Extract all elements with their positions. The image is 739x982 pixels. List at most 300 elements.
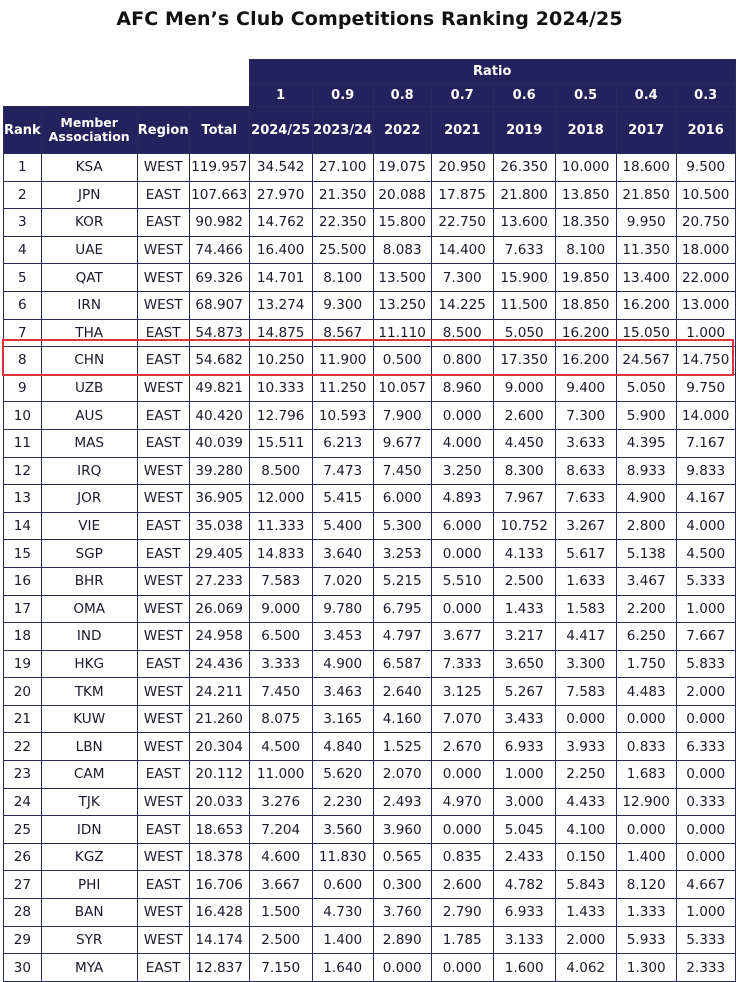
cell-2022: 5.215 — [373, 567, 431, 595]
cell-2016: 13.000 — [676, 291, 735, 319]
cell-rank: 30 — [4, 954, 42, 982]
cell-2023-24: 6.213 — [312, 429, 373, 457]
cell-rank: 9 — [4, 374, 42, 402]
cell-2018: 1.583 — [555, 595, 616, 623]
cell-2022: 10.057 — [373, 374, 431, 402]
cell-2022: 1.525 — [373, 733, 431, 761]
cell-2022: 2.890 — [373, 926, 431, 954]
cell-region: EAST — [137, 347, 189, 375]
cell-2024-25: 4.600 — [249, 843, 312, 871]
cell-member-association: QAT — [41, 264, 137, 292]
cell-2024-25: 15.511 — [249, 429, 312, 457]
ratio-value: 0.4 — [616, 84, 676, 107]
cell-2023-24: 11.250 — [312, 374, 373, 402]
cell-2022: 3.760 — [373, 899, 431, 927]
cell-2022: 0.565 — [373, 843, 431, 871]
cell-region: WEST — [137, 567, 189, 595]
cell-total: 35.038 — [189, 512, 249, 540]
cell-2016: 20.750 — [676, 209, 735, 237]
table-row — [4, 209, 736, 237]
cell-2016: 22.000 — [676, 264, 735, 292]
cell-2023-24: 5.415 — [312, 485, 373, 513]
cell-2019: 5.050 — [493, 319, 555, 347]
ratio-values-row — [4, 84, 736, 107]
cell-rank: 27 — [4, 871, 42, 899]
cell-rank: 18 — [4, 623, 42, 651]
cell-2024-25: 9.000 — [249, 595, 312, 623]
table-row — [4, 402, 736, 430]
cell-total: 27.233 — [189, 567, 249, 595]
cell-rank: 25 — [4, 816, 42, 844]
cell-2021: 2.790 — [431, 899, 493, 927]
cell-rank: 23 — [4, 761, 42, 789]
cell-2022: 4.160 — [373, 705, 431, 733]
cell-2018: 7.583 — [555, 678, 616, 706]
cell-2017: 1.683 — [616, 761, 676, 789]
cell-total: 20.033 — [189, 788, 249, 816]
cell-2024-25: 10.250 — [249, 347, 312, 375]
cell-2022: 13.250 — [373, 291, 431, 319]
column-header-2017: 2017 — [616, 107, 676, 154]
cell-total: 49.821 — [189, 374, 249, 402]
cell-2022: 19.075 — [373, 154, 431, 182]
cell-rank: 8 — [4, 347, 42, 375]
cell-2018: 19.850 — [555, 264, 616, 292]
cell-2022: 6.587 — [373, 650, 431, 678]
cell-region: WEST — [137, 374, 189, 402]
cell-2019: 13.600 — [493, 209, 555, 237]
cell-2019: 26.350 — [493, 154, 555, 182]
cell-2021: 17.875 — [431, 181, 493, 209]
cell-2016: 4.667 — [676, 871, 735, 899]
cell-total: 16.706 — [189, 871, 249, 899]
column-header-2023-24: 2023/24 — [312, 107, 373, 154]
cell-2017: 11.350 — [616, 236, 676, 264]
cell-2021: 3.677 — [431, 623, 493, 651]
cell-2017: 2.800 — [616, 512, 676, 540]
cell-2024-25: 10.333 — [249, 374, 312, 402]
cell-member-association: IDN — [41, 816, 137, 844]
table-row — [4, 457, 736, 485]
cell-2017: 5.050 — [616, 374, 676, 402]
cell-2018: 18.850 — [555, 291, 616, 319]
cell-region: EAST — [137, 954, 189, 982]
cell-total: 20.304 — [189, 733, 249, 761]
column-header-2018: 2018 — [555, 107, 616, 154]
column-header-2016: 2016 — [676, 107, 735, 154]
cell-2023-24: 22.350 — [312, 209, 373, 237]
cell-2018: 4.062 — [555, 954, 616, 982]
cell-2017: 16.200 — [616, 291, 676, 319]
cell-total: 40.420 — [189, 402, 249, 430]
cell-2017: 1.300 — [616, 954, 676, 982]
cell-2024-25: 1.500 — [249, 899, 312, 927]
cell-2016: 1.000 — [676, 899, 735, 927]
cell-2016: 14.000 — [676, 402, 735, 430]
cell-2017: 4.900 — [616, 485, 676, 513]
table-row — [4, 816, 736, 844]
cell-2016: 2.333 — [676, 954, 735, 982]
cell-2023-24: 7.473 — [312, 457, 373, 485]
cell-2022: 7.900 — [373, 402, 431, 430]
cell-member-association: SYR — [41, 926, 137, 954]
cell-2024-25: 14.875 — [249, 319, 312, 347]
table-row-highlighted — [4, 347, 736, 375]
cell-region: EAST — [137, 871, 189, 899]
cell-2016: 1.000 — [676, 319, 735, 347]
cell-total: 14.174 — [189, 926, 249, 954]
cell-rank: 5 — [4, 264, 42, 292]
cell-total: 107.663 — [189, 181, 249, 209]
cell-rank: 7 — [4, 319, 42, 347]
cell-total: 24.958 — [189, 623, 249, 651]
cell-2023-24: 2.230 — [312, 788, 373, 816]
cell-rank: 29 — [4, 926, 42, 954]
cell-total: 90.982 — [189, 209, 249, 237]
cell-2023-24: 7.020 — [312, 567, 373, 595]
cell-2022: 2.070 — [373, 761, 431, 789]
cell-member-association: UZB — [41, 374, 137, 402]
cell-2024-25: 4.500 — [249, 733, 312, 761]
cell-2019: 3.000 — [493, 788, 555, 816]
cell-2023-24: 9.300 — [312, 291, 373, 319]
cell-2016: 14.750 — [676, 347, 735, 375]
cell-total: 69.326 — [189, 264, 249, 292]
cell-2017: 6.250 — [616, 623, 676, 651]
cell-2022: 13.500 — [373, 264, 431, 292]
cell-2024-25: 13.274 — [249, 291, 312, 319]
cell-2019: 3.650 — [493, 650, 555, 678]
cell-2021: 22.750 — [431, 209, 493, 237]
cell-total: 74.466 — [189, 236, 249, 264]
cell-2021: 5.510 — [431, 567, 493, 595]
cell-2024-25: 14.833 — [249, 540, 312, 568]
cell-2021: 7.070 — [431, 705, 493, 733]
cell-2024-25: 11.000 — [249, 761, 312, 789]
cell-member-association: JOR — [41, 485, 137, 513]
cell-total: 36.905 — [189, 485, 249, 513]
column-header-total: Total — [189, 107, 249, 154]
cell-region: WEST — [137, 899, 189, 927]
cell-2019: 2.600 — [493, 402, 555, 430]
cell-rank: 15 — [4, 540, 42, 568]
cell-rank: 14 — [4, 512, 42, 540]
cell-2023-24: 1.640 — [312, 954, 373, 982]
table-row — [4, 319, 736, 347]
cell-2017: 21.850 — [616, 181, 676, 209]
cell-2024-25: 3.667 — [249, 871, 312, 899]
ratio-value: 1 — [249, 84, 312, 107]
cell-region: EAST — [137, 761, 189, 789]
table-row — [4, 899, 736, 927]
cell-total: 68.907 — [189, 291, 249, 319]
cell-2019: 8.300 — [493, 457, 555, 485]
cell-2021: 0.000 — [431, 761, 493, 789]
cell-2016: 0.000 — [676, 816, 735, 844]
cell-2023-24: 0.600 — [312, 871, 373, 899]
cell-2018: 5.843 — [555, 871, 616, 899]
table-row — [4, 264, 736, 292]
cell-region: EAST — [137, 650, 189, 678]
cell-2017: 3.467 — [616, 567, 676, 595]
cell-member-association: TKM — [41, 678, 137, 706]
cell-region: WEST — [137, 595, 189, 623]
cell-member-association: TJK — [41, 788, 137, 816]
cell-2019: 3.217 — [493, 623, 555, 651]
cell-2021: 6.000 — [431, 512, 493, 540]
cell-2016: 5.833 — [676, 650, 735, 678]
cell-2021: 1.785 — [431, 926, 493, 954]
cell-2022: 9.677 — [373, 429, 431, 457]
cell-2018: 13.850 — [555, 181, 616, 209]
page-title: AFC Men’s Club Competitions Ranking 2024/25 — [116, 8, 623, 30]
cell-2019: 17.350 — [493, 347, 555, 375]
cell-2022: 7.450 — [373, 457, 431, 485]
cell-2017: 12.900 — [616, 788, 676, 816]
cell-2017: 8.120 — [616, 871, 676, 899]
cell-region: WEST — [137, 291, 189, 319]
cell-2016: 0.000 — [676, 843, 735, 871]
cell-2021: 20.950 — [431, 154, 493, 182]
cell-2017: 15.050 — [616, 319, 676, 347]
cell-rank: 2 — [4, 181, 42, 209]
table-row — [4, 954, 736, 982]
cell-2016: 5.333 — [676, 926, 735, 954]
cell-2017: 1.400 — [616, 843, 676, 871]
cell-2016: 4.500 — [676, 540, 735, 568]
cell-2018: 0.150 — [555, 843, 616, 871]
cell-2024-25: 14.701 — [249, 264, 312, 292]
cell-2016: 7.667 — [676, 623, 735, 651]
cell-2021: 0.000 — [431, 816, 493, 844]
cell-rank: 3 — [4, 209, 42, 237]
cell-2019: 1.600 — [493, 954, 555, 982]
cell-2021: 3.250 — [431, 457, 493, 485]
column-header-region: Region — [137, 107, 189, 154]
cell-total: 18.378 — [189, 843, 249, 871]
cell-2023-24: 5.620 — [312, 761, 373, 789]
table-row — [4, 788, 736, 816]
cell-2016: 18.000 — [676, 236, 735, 264]
cell-2024-25: 7.450 — [249, 678, 312, 706]
cell-2017: 2.200 — [616, 595, 676, 623]
table-row — [4, 623, 736, 651]
cell-rank: 20 — [4, 678, 42, 706]
cell-rank: 6 — [4, 291, 42, 319]
table-row — [4, 374, 736, 402]
cell-total: 119.957 — [189, 154, 249, 182]
cell-region: EAST — [137, 402, 189, 430]
cell-2019: 4.782 — [493, 871, 555, 899]
cell-2024-25: 3.333 — [249, 650, 312, 678]
cell-2023-24: 4.840 — [312, 733, 373, 761]
cell-2019: 11.500 — [493, 291, 555, 319]
cell-2016: 9.750 — [676, 374, 735, 402]
cell-2023-24: 3.640 — [312, 540, 373, 568]
cell-2022: 4.797 — [373, 623, 431, 651]
cell-member-association: JPN — [41, 181, 137, 209]
cell-member-association: UAE — [41, 236, 137, 264]
cell-2018: 4.100 — [555, 816, 616, 844]
cell-member-association: MAS — [41, 429, 137, 457]
cell-total: 40.039 — [189, 429, 249, 457]
cell-region: WEST — [137, 733, 189, 761]
cell-2017: 8.933 — [616, 457, 676, 485]
cell-member-association: CHN — [41, 347, 137, 375]
table-row — [4, 154, 736, 182]
cell-2022: 15.800 — [373, 209, 431, 237]
cell-total: 54.873 — [189, 319, 249, 347]
cell-2023-24: 10.593 — [312, 402, 373, 430]
cell-2018: 0.000 — [555, 705, 616, 733]
cell-rank: 13 — [4, 485, 42, 513]
cell-2024-25: 3.276 — [249, 788, 312, 816]
cell-2021: 0.000 — [431, 954, 493, 982]
cell-region: EAST — [137, 181, 189, 209]
cell-2018: 8.633 — [555, 457, 616, 485]
cell-region: EAST — [137, 319, 189, 347]
cell-2016: 9.500 — [676, 154, 735, 182]
cell-2024-25: 8.500 — [249, 457, 312, 485]
cell-total: 12.837 — [189, 954, 249, 982]
column-header-row — [4, 107, 736, 154]
cell-2018: 16.200 — [555, 347, 616, 375]
cell-region: EAST — [137, 429, 189, 457]
cell-2021: 8.960 — [431, 374, 493, 402]
table-row — [4, 843, 736, 871]
column-header-rank: Rank — [4, 107, 42, 154]
cell-2024-25: 7.204 — [249, 816, 312, 844]
table-row — [4, 926, 736, 954]
cell-2019: 7.967 — [493, 485, 555, 513]
cell-region: WEST — [137, 264, 189, 292]
cell-rank: 16 — [4, 567, 42, 595]
cell-2022: 3.253 — [373, 540, 431, 568]
cell-2017: 1.750 — [616, 650, 676, 678]
cell-region: WEST — [137, 788, 189, 816]
cell-2021: 2.670 — [431, 733, 493, 761]
cell-total: 24.211 — [189, 678, 249, 706]
cell-region: WEST — [137, 705, 189, 733]
cell-2021: 4.000 — [431, 429, 493, 457]
cell-2017: 1.333 — [616, 899, 676, 927]
cell-2024-25: 8.075 — [249, 705, 312, 733]
cell-2022: 6.000 — [373, 485, 431, 513]
cell-2018: 3.633 — [555, 429, 616, 457]
cell-2024-25: 6.500 — [249, 623, 312, 651]
column-header-member-association: Member Association — [41, 107, 137, 154]
cell-2018: 2.000 — [555, 926, 616, 954]
cell-2022: 6.795 — [373, 595, 431, 623]
cell-2021: 0.000 — [431, 402, 493, 430]
cell-region: WEST — [137, 154, 189, 182]
cell-2017: 24.567 — [616, 347, 676, 375]
cell-region: WEST — [137, 678, 189, 706]
cell-2023-24: 8.100 — [312, 264, 373, 292]
cell-total: 16.428 — [189, 899, 249, 927]
cell-member-association: SGP — [41, 540, 137, 568]
cell-2018: 1.433 — [555, 899, 616, 927]
cell-2024-25: 12.000 — [249, 485, 312, 513]
cell-2021: 0.800 — [431, 347, 493, 375]
cell-2018: 1.633 — [555, 567, 616, 595]
cell-total: 54.682 — [189, 347, 249, 375]
table-row — [4, 595, 736, 623]
cell-2021: 14.400 — [431, 236, 493, 264]
ratio-value: 0.9 — [312, 84, 373, 107]
cell-2017: 4.483 — [616, 678, 676, 706]
cell-2017: 4.395 — [616, 429, 676, 457]
cell-member-association: BAN — [41, 899, 137, 927]
cell-2016: 10.500 — [676, 181, 735, 209]
cell-rank: 10 — [4, 402, 42, 430]
cell-rank: 26 — [4, 843, 42, 871]
column-header-2021: 2021 — [431, 107, 493, 154]
cell-rank: 21 — [4, 705, 42, 733]
cell-member-association: VIE — [41, 512, 137, 540]
cell-region: WEST — [137, 485, 189, 513]
cell-2017: 5.933 — [616, 926, 676, 954]
cell-2023-24: 21.350 — [312, 181, 373, 209]
cell-region: EAST — [137, 540, 189, 568]
cell-rank: 28 — [4, 899, 42, 927]
cell-member-association: KUW — [41, 705, 137, 733]
cell-region: WEST — [137, 457, 189, 485]
cell-total: 39.280 — [189, 457, 249, 485]
cell-2019: 9.000 — [493, 374, 555, 402]
table-row — [4, 291, 736, 319]
table-row — [4, 236, 736, 264]
cell-2022: 0.000 — [373, 954, 431, 982]
column-header-2024-25: 2024/25 — [249, 107, 312, 154]
ratio-value: 0.8 — [373, 84, 431, 107]
cell-2018: 16.200 — [555, 319, 616, 347]
cell-2024-25: 16.400 — [249, 236, 312, 264]
cell-2022: 0.300 — [373, 871, 431, 899]
table-row — [4, 705, 736, 733]
cell-2017: 0.000 — [616, 816, 676, 844]
cell-2023-24: 3.165 — [312, 705, 373, 733]
cell-2021: 14.225 — [431, 291, 493, 319]
cell-2016: 0.000 — [676, 705, 735, 733]
cell-2019: 3.133 — [493, 926, 555, 954]
cell-2022: 11.110 — [373, 319, 431, 347]
cell-2018: 7.300 — [555, 402, 616, 430]
cell-2022: 5.300 — [373, 512, 431, 540]
cell-2017: 13.400 — [616, 264, 676, 292]
cell-rank: 19 — [4, 650, 42, 678]
cell-2019: 4.133 — [493, 540, 555, 568]
cell-total: 29.405 — [189, 540, 249, 568]
cell-2023-24: 25.500 — [312, 236, 373, 264]
cell-2023-24: 3.453 — [312, 623, 373, 651]
cell-2017: 9.950 — [616, 209, 676, 237]
cell-2019: 2.433 — [493, 843, 555, 871]
cell-2016: 0.333 — [676, 788, 735, 816]
cell-2024-25: 14.762 — [249, 209, 312, 237]
ratio-value: 0.7 — [431, 84, 493, 107]
cell-2016: 4.000 — [676, 512, 735, 540]
cell-2018: 10.000 — [555, 154, 616, 182]
cell-2023-24: 3.463 — [312, 678, 373, 706]
cell-2019: 15.900 — [493, 264, 555, 292]
cell-2021: 8.500 — [431, 319, 493, 347]
table-row — [4, 429, 736, 457]
cell-2016: 7.167 — [676, 429, 735, 457]
cell-2023-24: 9.780 — [312, 595, 373, 623]
cell-2016: 4.167 — [676, 485, 735, 513]
cell-member-association: KSA — [41, 154, 137, 182]
